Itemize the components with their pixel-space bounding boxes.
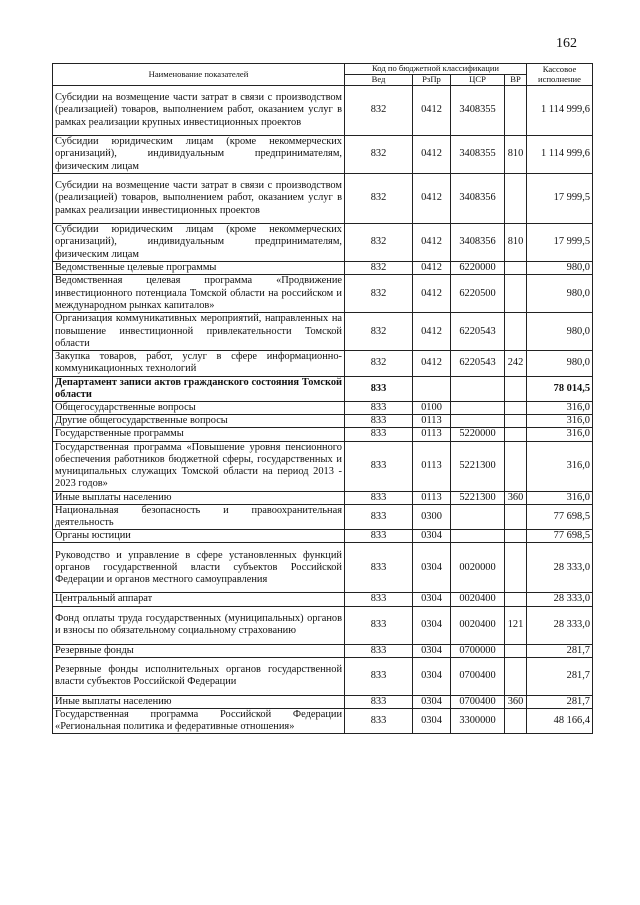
row-ved: 833: [345, 402, 413, 415]
table-row: [53, 428, 593, 441]
row-vr: [505, 313, 527, 351]
row-rzpr: 0412: [413, 174, 451, 224]
row-ved: 832: [345, 136, 413, 174]
row-ved: 833: [345, 709, 413, 734]
row-csr: 6220500: [451, 275, 505, 313]
table-row: [53, 262, 593, 275]
row-csr: 0700000: [451, 644, 505, 657]
row-csr: 5221300: [451, 441, 505, 491]
row-name: Органы юстиции: [53, 530, 345, 543]
row-vr: [505, 415, 527, 428]
table-row: [53, 543, 593, 593]
row-rzpr: 0304: [413, 593, 451, 606]
row-vr: [505, 262, 527, 275]
row-rzpr: 0412: [413, 136, 451, 174]
row-name: Другие общегосударственные вопросы: [53, 415, 345, 428]
row-amount: 28 333,0: [527, 606, 593, 644]
row-csr: 3408355: [451, 136, 505, 174]
row-name: Иные выплаты населению: [53, 491, 345, 504]
row-vr: [505, 275, 527, 313]
row-vr: [505, 709, 527, 734]
row-amount: 316,0: [527, 441, 593, 491]
table-row: [53, 86, 593, 136]
row-rzpr: 0304: [413, 657, 451, 695]
row-rzpr: 0412: [413, 86, 451, 136]
row-amount: 1 114 999,6: [527, 86, 593, 136]
row-amount: 17 999,5: [527, 224, 593, 262]
table-row: [53, 136, 593, 174]
row-name: Ведомственная целевая программа «Продвижение инвестиционного потенциала Томской области на российском и международном рынках капиталов»: [53, 275, 345, 313]
row-name: Фонд оплаты труда государственных (муниципальных) органов и взносы по обязательному социальному страхованию: [53, 606, 345, 644]
row-vr: 121: [505, 606, 527, 644]
row-amount: 77 698,5: [527, 504, 593, 529]
row-amount: 17 999,5: [527, 174, 593, 224]
row-name: Субсидии на возмещение части затрат в связи с производством (реализацией) товаров, выполнением работ, оказанием услуг в рамках реализации крупных инвестиционных проектов: [53, 86, 345, 136]
row-name: Субсидии юридическим лицам (кроме некоммерческих организаций), индивидуальным предпринимателям, физическим лицам: [53, 224, 345, 262]
row-csr: [451, 415, 505, 428]
row-amount: 1 114 999,6: [527, 136, 593, 174]
row-csr: 0700400: [451, 695, 505, 708]
row-ved: 833: [345, 504, 413, 529]
row-ved: 833: [345, 593, 413, 606]
row-ved: 833: [345, 491, 413, 504]
row-rzpr: 0300: [413, 504, 451, 529]
table-row: [53, 402, 593, 415]
row-csr: 5221300: [451, 491, 505, 504]
row-amount: 78 014,5: [527, 376, 593, 401]
row-amount: 281,7: [527, 657, 593, 695]
row-vr: 242: [505, 351, 527, 376]
row-name: Центральный аппарат: [53, 593, 345, 606]
row-csr: 6220543: [451, 351, 505, 376]
row-rzpr: 0412: [413, 275, 451, 313]
row-csr: 0020400: [451, 606, 505, 644]
row-amount: 980,0: [527, 313, 593, 351]
row-amount: 316,0: [527, 491, 593, 504]
header-rzpr: РзПр: [413, 75, 451, 86]
row-csr: [451, 504, 505, 529]
row-ved: 833: [345, 376, 413, 401]
row-ved: 832: [345, 262, 413, 275]
row-ved: 833: [345, 530, 413, 543]
header-amount: Кассовое исполнение: [527, 64, 593, 86]
row-amount: 980,0: [527, 262, 593, 275]
row-ved: 832: [345, 174, 413, 224]
row-vr: [505, 530, 527, 543]
header-name: Наименование показателей: [53, 64, 345, 86]
row-vr: [505, 86, 527, 136]
row-rzpr: 0304: [413, 695, 451, 708]
row-name: Департамент записи актов гражданского состояния Томской области: [53, 376, 345, 401]
row-name: Субсидии на возмещение части затрат в связи с производством (реализацией) товаров, выполнением работ, оказанием услуг в рамках реализации инвестиционных проектов: [53, 174, 345, 224]
row-ved: 833: [345, 428, 413, 441]
table-row: [53, 174, 593, 224]
row-ved: 833: [345, 657, 413, 695]
table-row: [53, 224, 593, 262]
row-csr: 0020400: [451, 593, 505, 606]
row-vr: 360: [505, 491, 527, 504]
row-rzpr: 0412: [413, 313, 451, 351]
row-amount: 77 698,5: [527, 530, 593, 543]
table-row: [53, 606, 593, 644]
row-vr: [505, 543, 527, 593]
row-rzpr: 0113: [413, 441, 451, 491]
row-csr: 3300000: [451, 709, 505, 734]
row-ved: 832: [345, 351, 413, 376]
row-ved: 833: [345, 543, 413, 593]
row-csr: 5220000: [451, 428, 505, 441]
row-name: Государственная программа Российской Федерации «Региональная политика и федеративные отношения»: [53, 709, 345, 734]
row-csr: 0020000: [451, 543, 505, 593]
row-amount: 316,0: [527, 402, 593, 415]
row-amount: 980,0: [527, 275, 593, 313]
row-name: Резервные фонды: [53, 644, 345, 657]
table-row: [53, 313, 593, 351]
row-vr: [505, 441, 527, 491]
row-rzpr: 0304: [413, 543, 451, 593]
row-amount: 281,7: [527, 695, 593, 708]
row-amount: 980,0: [527, 351, 593, 376]
row-csr: 3408356: [451, 224, 505, 262]
row-ved: 833: [345, 415, 413, 428]
row-name: Резервные фонды исполнительных органов государственной власти субъектов Российской Федерации: [53, 657, 345, 695]
row-name: Национальная безопасность и правоохранительная деятельность: [53, 504, 345, 529]
row-ved: 832: [345, 275, 413, 313]
row-csr: [451, 530, 505, 543]
budget-execution-table: [52, 63, 593, 734]
row-vr: [505, 504, 527, 529]
table-row: [53, 491, 593, 504]
row-amount: 316,0: [527, 415, 593, 428]
row-amount: 281,7: [527, 644, 593, 657]
row-rzpr: 0100: [413, 402, 451, 415]
row-ved: 833: [345, 695, 413, 708]
table-row: [53, 441, 593, 491]
row-rzpr: 0304: [413, 606, 451, 644]
row-vr: [505, 593, 527, 606]
row-name: Ведомственные целевые программы: [53, 262, 345, 275]
table-row: [53, 657, 593, 695]
header-vr: ВР: [505, 75, 527, 86]
header-ved: Вед: [345, 75, 413, 86]
row-amount: 316,0: [527, 428, 593, 441]
table-row: [53, 275, 593, 313]
row-rzpr: 0304: [413, 644, 451, 657]
row-name: Организация коммуникативных мероприятий, направленных на повышение инвестиционной привлекательности Томской области: [53, 313, 345, 351]
row-name: Руководство и управление в сфере установленных функций органов государственной власти субъектов Российской Федерации и органов местного самоуправления: [53, 543, 345, 593]
row-vr: [505, 174, 527, 224]
row-vr: [505, 644, 527, 657]
table-row: [53, 709, 593, 734]
table-header: [53, 64, 593, 86]
row-vr: [505, 428, 527, 441]
row-name: Иные выплаты населению: [53, 695, 345, 708]
row-csr: 6220543: [451, 313, 505, 351]
row-vr: 810: [505, 136, 527, 174]
row-amount: 28 333,0: [527, 543, 593, 593]
row-name: Государственные программы: [53, 428, 345, 441]
table-body: [53, 86, 593, 734]
row-ved: 833: [345, 441, 413, 491]
row-ved: 833: [345, 606, 413, 644]
row-rzpr: 0412: [413, 262, 451, 275]
table-row: [53, 695, 593, 708]
row-rzpr: 0113: [413, 491, 451, 504]
page-number: 162: [556, 36, 577, 51]
table-row: [53, 504, 593, 529]
row-csr: 0700400: [451, 657, 505, 695]
row-csr: 3408355: [451, 86, 505, 136]
row-rzpr: 0304: [413, 709, 451, 734]
row-amount: 48 166,4: [527, 709, 593, 734]
row-ved: 832: [345, 313, 413, 351]
row-rzpr: 0113: [413, 428, 451, 441]
row-rzpr: [413, 376, 451, 401]
header-csr: ЦСР: [451, 75, 505, 86]
row-rzpr: 0113: [413, 415, 451, 428]
row-amount: 28 333,0: [527, 593, 593, 606]
row-csr: 6220000: [451, 262, 505, 275]
row-vr: [505, 657, 527, 695]
row-rzpr: 0412: [413, 351, 451, 376]
row-name: Государственная программа «Повышение уровня пенсионного обеспечения работников бюджетной сферы, государственных и муниципальных служащих Томской области на период 2013 - 2023 годов»: [53, 441, 345, 491]
row-name: Общегосударственные вопросы: [53, 402, 345, 415]
row-rzpr: 0304: [413, 530, 451, 543]
row-vr: [505, 376, 527, 401]
table-row: [53, 351, 593, 376]
table-row: [53, 530, 593, 543]
row-name: Закупка товаров, работ, услуг в сфере информационно-коммуникационных технологий: [53, 351, 345, 376]
row-name: Субсидии юридическим лицам (кроме некоммерческих организаций), индивидуальным предпринимателям, физическим лицам: [53, 136, 345, 174]
row-ved: 832: [345, 86, 413, 136]
row-csr: [451, 376, 505, 401]
row-rzpr: 0412: [413, 224, 451, 262]
row-vr: 810: [505, 224, 527, 262]
table-row: [53, 644, 593, 657]
table-row: [53, 415, 593, 428]
table-row: [53, 376, 593, 401]
row-vr: 360: [505, 695, 527, 708]
row-ved: 832: [345, 224, 413, 262]
row-csr: 3408356: [451, 174, 505, 224]
header-classification-group: Код по бюджетной классификации: [345, 64, 527, 75]
row-vr: [505, 402, 527, 415]
table-row: [53, 593, 593, 606]
row-ved: 833: [345, 644, 413, 657]
row-csr: [451, 402, 505, 415]
